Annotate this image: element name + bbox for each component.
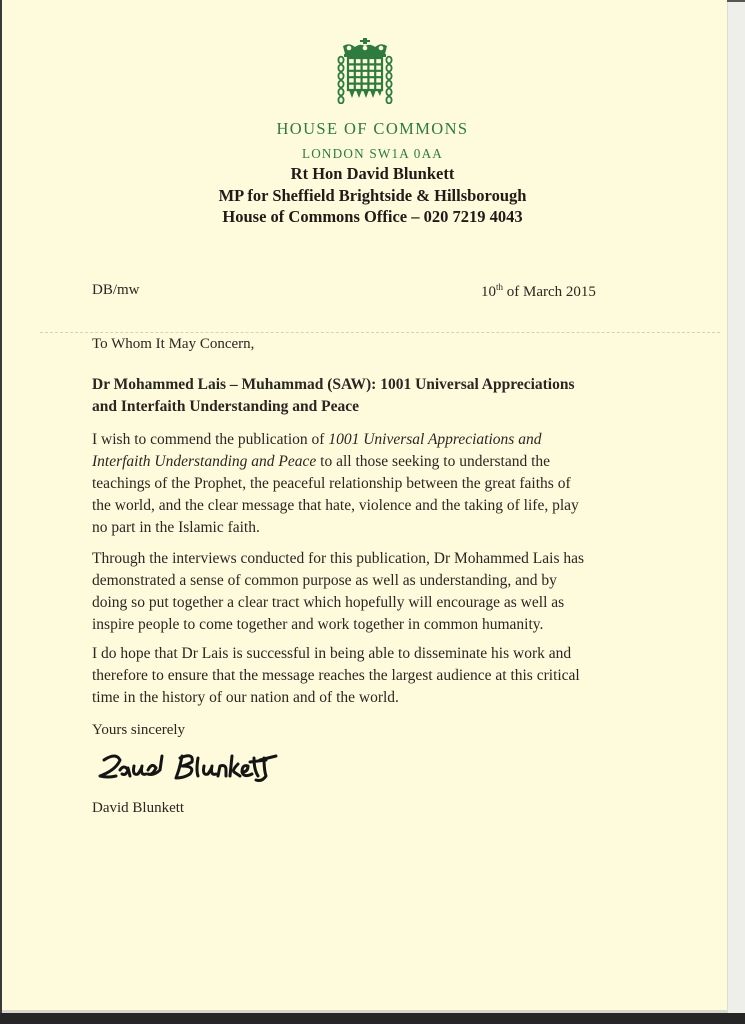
p1-line-2: [92, 451, 652, 473]
date-day: 10: [481, 284, 496, 300]
p1-line-1-text: I wish to commend the publication of: [92, 431, 329, 448]
scanner-border-bottom: [0, 1013, 745, 1024]
sender-constituency: MP for Sheffield Brightside & Hillsborough: [218, 186, 527, 205]
p2-line-4: inspire people to come together and work together in common humanity.: [92, 616, 544, 633]
paper-fold-line: [40, 332, 720, 333]
reference-code: DB/mw: [92, 282, 140, 298]
date-rest: of March 2015: [503, 284, 596, 300]
handwritten-signature: [94, 748, 284, 788]
book-title-part-1: 1001 Universal Appreciations and: [328, 431, 542, 448]
subject-heading: [92, 374, 652, 418]
book-title-part-2: Interfaith Understanding and Peace: [92, 453, 317, 470]
body-paragraph-2: [92, 548, 652, 636]
letterhead-institution: HOUSE OF COMMONS: [276, 119, 469, 138]
body-paragraph-3: [92, 643, 652, 709]
p2-line-2: demonstrated a sense of common purpose as well as understanding, and by: [92, 572, 557, 589]
p1-line-3: teachings of the Prophet, the peaceful relationship between the great faiths of: [92, 475, 571, 492]
subject-line-1: Dr Mohammed Lais – Muhammad (SAW): 1001 Universal Appreciations: [92, 376, 575, 393]
p1-line-4: the world, and the clear message that hate, violence and the taking of life, play: [92, 497, 579, 514]
p3-line-1: I do hope that Dr Lais is successful in being able to disseminate his work and: [92, 645, 572, 662]
p1-line-1: [92, 429, 652, 451]
sender-office-phone: House of Commons Office – 020 7219 4043: [222, 207, 523, 226]
body-paragraph-1: [92, 429, 652, 539]
signer-name: David Blunkett: [92, 800, 185, 816]
portcullis-crest-icon: [335, 38, 395, 104]
scanner-border-right-top: [727, 0, 745, 2]
date-suffix: th: [496, 282, 504, 292]
closing: Yours sincerely: [92, 722, 186, 738]
p3-line-2: therefore to ensure that the message reaches the largest audience at this critical: [92, 667, 580, 684]
salutation: To Whom It May Concern,: [92, 336, 255, 352]
sender-name: Rt Hon David Blunkett: [290, 164, 455, 183]
p2-line-3: doing so put together a clear tract which hopefully will encourage as well as: [92, 594, 565, 611]
p1-line-2-text: to all those seeking to understand the: [316, 453, 551, 470]
subject-line-2: and Interfaith Understanding and Peace: [92, 398, 359, 415]
p3-line-3: time in the history of our nation and of the world.: [92, 689, 399, 706]
letterhead-address: LONDON SW1A 0AA: [301, 146, 444, 161]
letter-date: [481, 282, 596, 301]
p1-line-5: no part in the Islamic faith.: [92, 519, 260, 536]
p2-line-1: Through the interviews conducted for this publication, Dr Mohammed Lais has: [92, 550, 585, 567]
